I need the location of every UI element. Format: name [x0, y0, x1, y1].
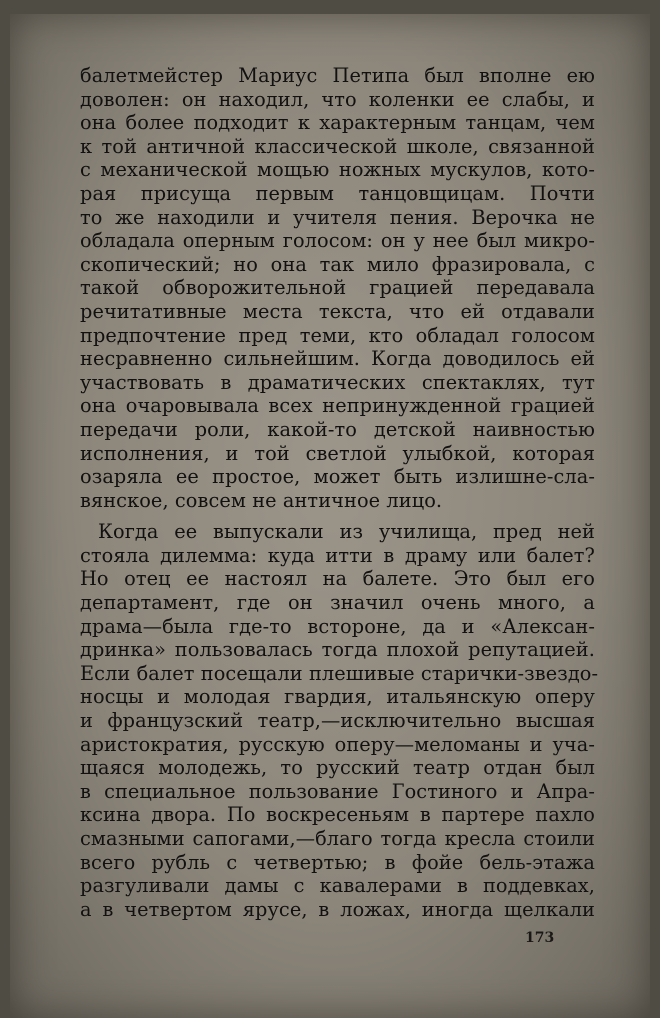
text-line: ксина двора. По воскресеньям в партере пахло [80, 803, 595, 827]
paragraph-1 [80, 64, 595, 512]
paragraph-gap [80, 512, 595, 520]
book-page [10, 14, 650, 1018]
text-line: и французский театр,—исключительно высшая [80, 709, 595, 733]
text-line: такой обворожительной грацией передавала [80, 276, 595, 300]
text-line: вянское, совсем не античное лицо. [80, 488, 443, 512]
page-text [80, 64, 599, 921]
text-line: разгуливали дамы с кавалерами в поддевках, [80, 874, 595, 898]
text-line: несравненно сильнейшим. Когда доводилось ей [80, 347, 595, 371]
text-line: департамент, где он значил очень много, а [80, 591, 595, 615]
text-line: Если балет посещали плешивые старички-звездо- [80, 661, 599, 685]
text-line: стояла дилемма: куда итти в драму или балет? [80, 543, 595, 567]
text-line: с механической мощью ножных мускулов, кото- [80, 158, 595, 182]
text-line: обладала оперным голосом: он у нее был микро- [80, 229, 595, 253]
text-line: речитативные места текста, что ей отдавали [80, 299, 595, 323]
text-line: скопический; но она так мило фразировала, с [80, 252, 595, 276]
text-line: аристократия, русскую оперу—меломаны и уча- [80, 732, 595, 756]
page-number: 173 [525, 930, 555, 946]
text-line: она более подходит к характерным танцам, чем [80, 111, 595, 135]
text-line: а в четвертом ярусе, в ложах, иногда щелкали [80, 897, 595, 921]
text-line: дринка» пользовалась тогда плохой репутацией. [80, 638, 595, 662]
text-line: балетмейстер Мариус Петипа был вполне ею [80, 64, 595, 87]
text-line: она очаровывала всех непринужденной грацией [80, 394, 595, 418]
text-line: озаряла ее простое, может быть излишне-сла- [80, 465, 595, 489]
text-line: рая присуща первым танцовщицам. Почти [80, 181, 595, 205]
text-line: всего рубль с четвертью; в фойе бель-этажа [80, 850, 595, 874]
paragraph-2 [80, 520, 599, 921]
text-line: в специальное пользование Гостиного и Апра- [80, 779, 595, 803]
text-line: щаяся молодежь, то русский театр отдан был [80, 756, 595, 780]
text-line: доволен: он находил, что коленки ее слабы, и [80, 87, 595, 111]
text-line: передачи роли, какой-то детской наивностью [80, 417, 595, 441]
text-line: предпочтение пред теми, кто обладал голосом [80, 323, 595, 347]
text-line: к той античной классической школе, связанной [80, 134, 595, 158]
text-line: участвовать в драматических спектаклях, тут [80, 370, 595, 394]
text-line: то же находили и учителя пения. Верочка не [80, 205, 595, 229]
text-line: драма—была где-то всторoне, да и «Алексан- [80, 614, 595, 638]
text-line: носцы и молодая гвардия, итальянскую оперу [80, 685, 595, 709]
text-line: Но отец ее настоял на балете. Это был его [80, 567, 595, 591]
text-line: Когда ее выпускали из училища, пред ней [98, 520, 595, 544]
text-line: исполнения, и той светлой улыбкой, которая [80, 441, 595, 465]
text-line: смазными сапогами,—благо тогда кресла стоили [80, 827, 595, 850]
